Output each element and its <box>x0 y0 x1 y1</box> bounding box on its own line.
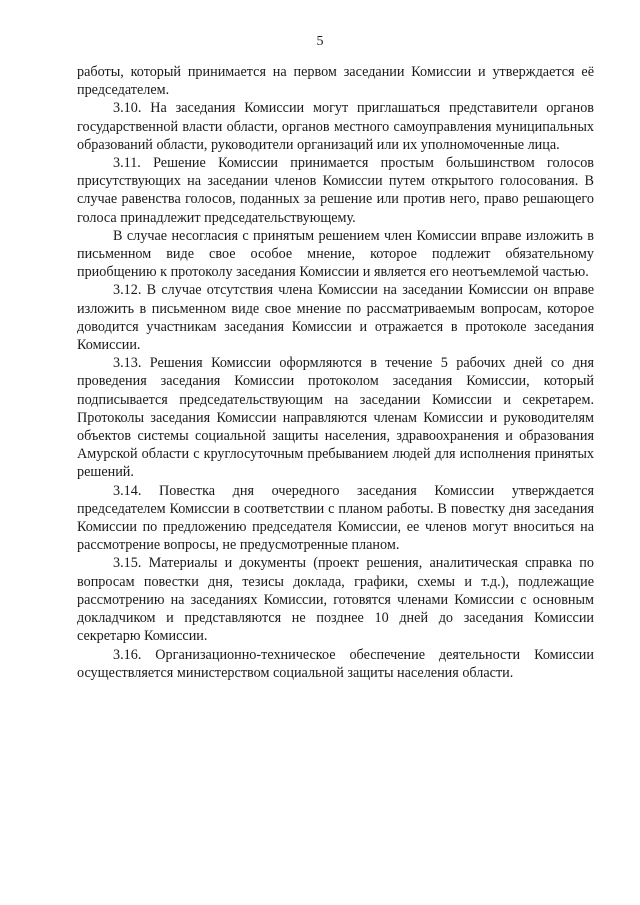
paragraph-3-14: 3.14. Повестка дня очередного заседания Комиссии утверждается председателем Комиссии в соответствии с планом работы. В повестку дня заседания Комиссии по предложению председателя Комиссии, ее членов могут вноситься на рассмотрение вопросы, не предусмотренные планом. <box>77 482 594 554</box>
paragraph-3-16: 3.16. Организационно-техническое обеспечение деятельности Комиссии осуществляется министерством социальной защиты населения области. <box>77 646 594 681</box>
paragraph-3-13: 3.13. Решения Комиссии оформляются в течение 5 рабочих дней со дня проведения заседания Комиссии протоколом заседания Комиссии, который подписывается председательствующим на заседании Комиссии и секретарем. Протоколы заседания Комиссии направляются членам Комиссии и руководителям объектов системы социальной защиты населения, здравоохранения и образования Амурской области с круглосуточным пребыванием людей для исполнения принятых решений. <box>77 355 594 481</box>
paragraph-3-12: 3.12. В случае отсутствия члена Комиссии на заседании Комиссии он вправе изложить в письменном виде свое мнение по рассматриваемым вопросам, которое доводится участникам заседания Комиссии и отражается в протоколе заседания Комиссии. <box>77 282 594 354</box>
paragraph-continuation: работы, который принимается на первом заседании Комиссии и утверждается её председателем. <box>77 64 594 99</box>
paragraph-3-11-dissent: В случае несогласия с принятым решением член Комиссии вправе изложить в письменном виде свое особое мнение, которое подлежит обязательному приобщению к протоколу заседания Комиссии и является его неотъемлемой частью. <box>77 227 594 281</box>
page-number: 5 <box>316 34 324 49</box>
paragraph-3-10: 3.10. На заседания Комиссии могут приглашаться представители органов государственной власти области, органов местного самоуправления муниципальных образований области, руководители организаций или их уполномоченные лица. <box>77 100 594 153</box>
paragraph-3-11: 3.11. Решение Комиссии принимается простым большинством голосов присутствующих на заседании членов Комиссии путем открытого голосования. В случае равенства голосов, поданных за решение или против него, право решающего голоса принадлежит председательствующему. <box>77 155 594 226</box>
document-body <box>77 63 594 682</box>
paragraph-3-15: 3.15. Материалы и документы (проект решения, аналитическая справка по вопросам повестки дня, тезисы доклада, графики, схемы и т.д.), подлежащие рассмотрению на заседаниях Комиссии, готовятся членами Комиссии с основным докладчиком и представляются не позднее 10 дней до заседания Комиссии секретарю Комиссии. <box>77 555 594 645</box>
